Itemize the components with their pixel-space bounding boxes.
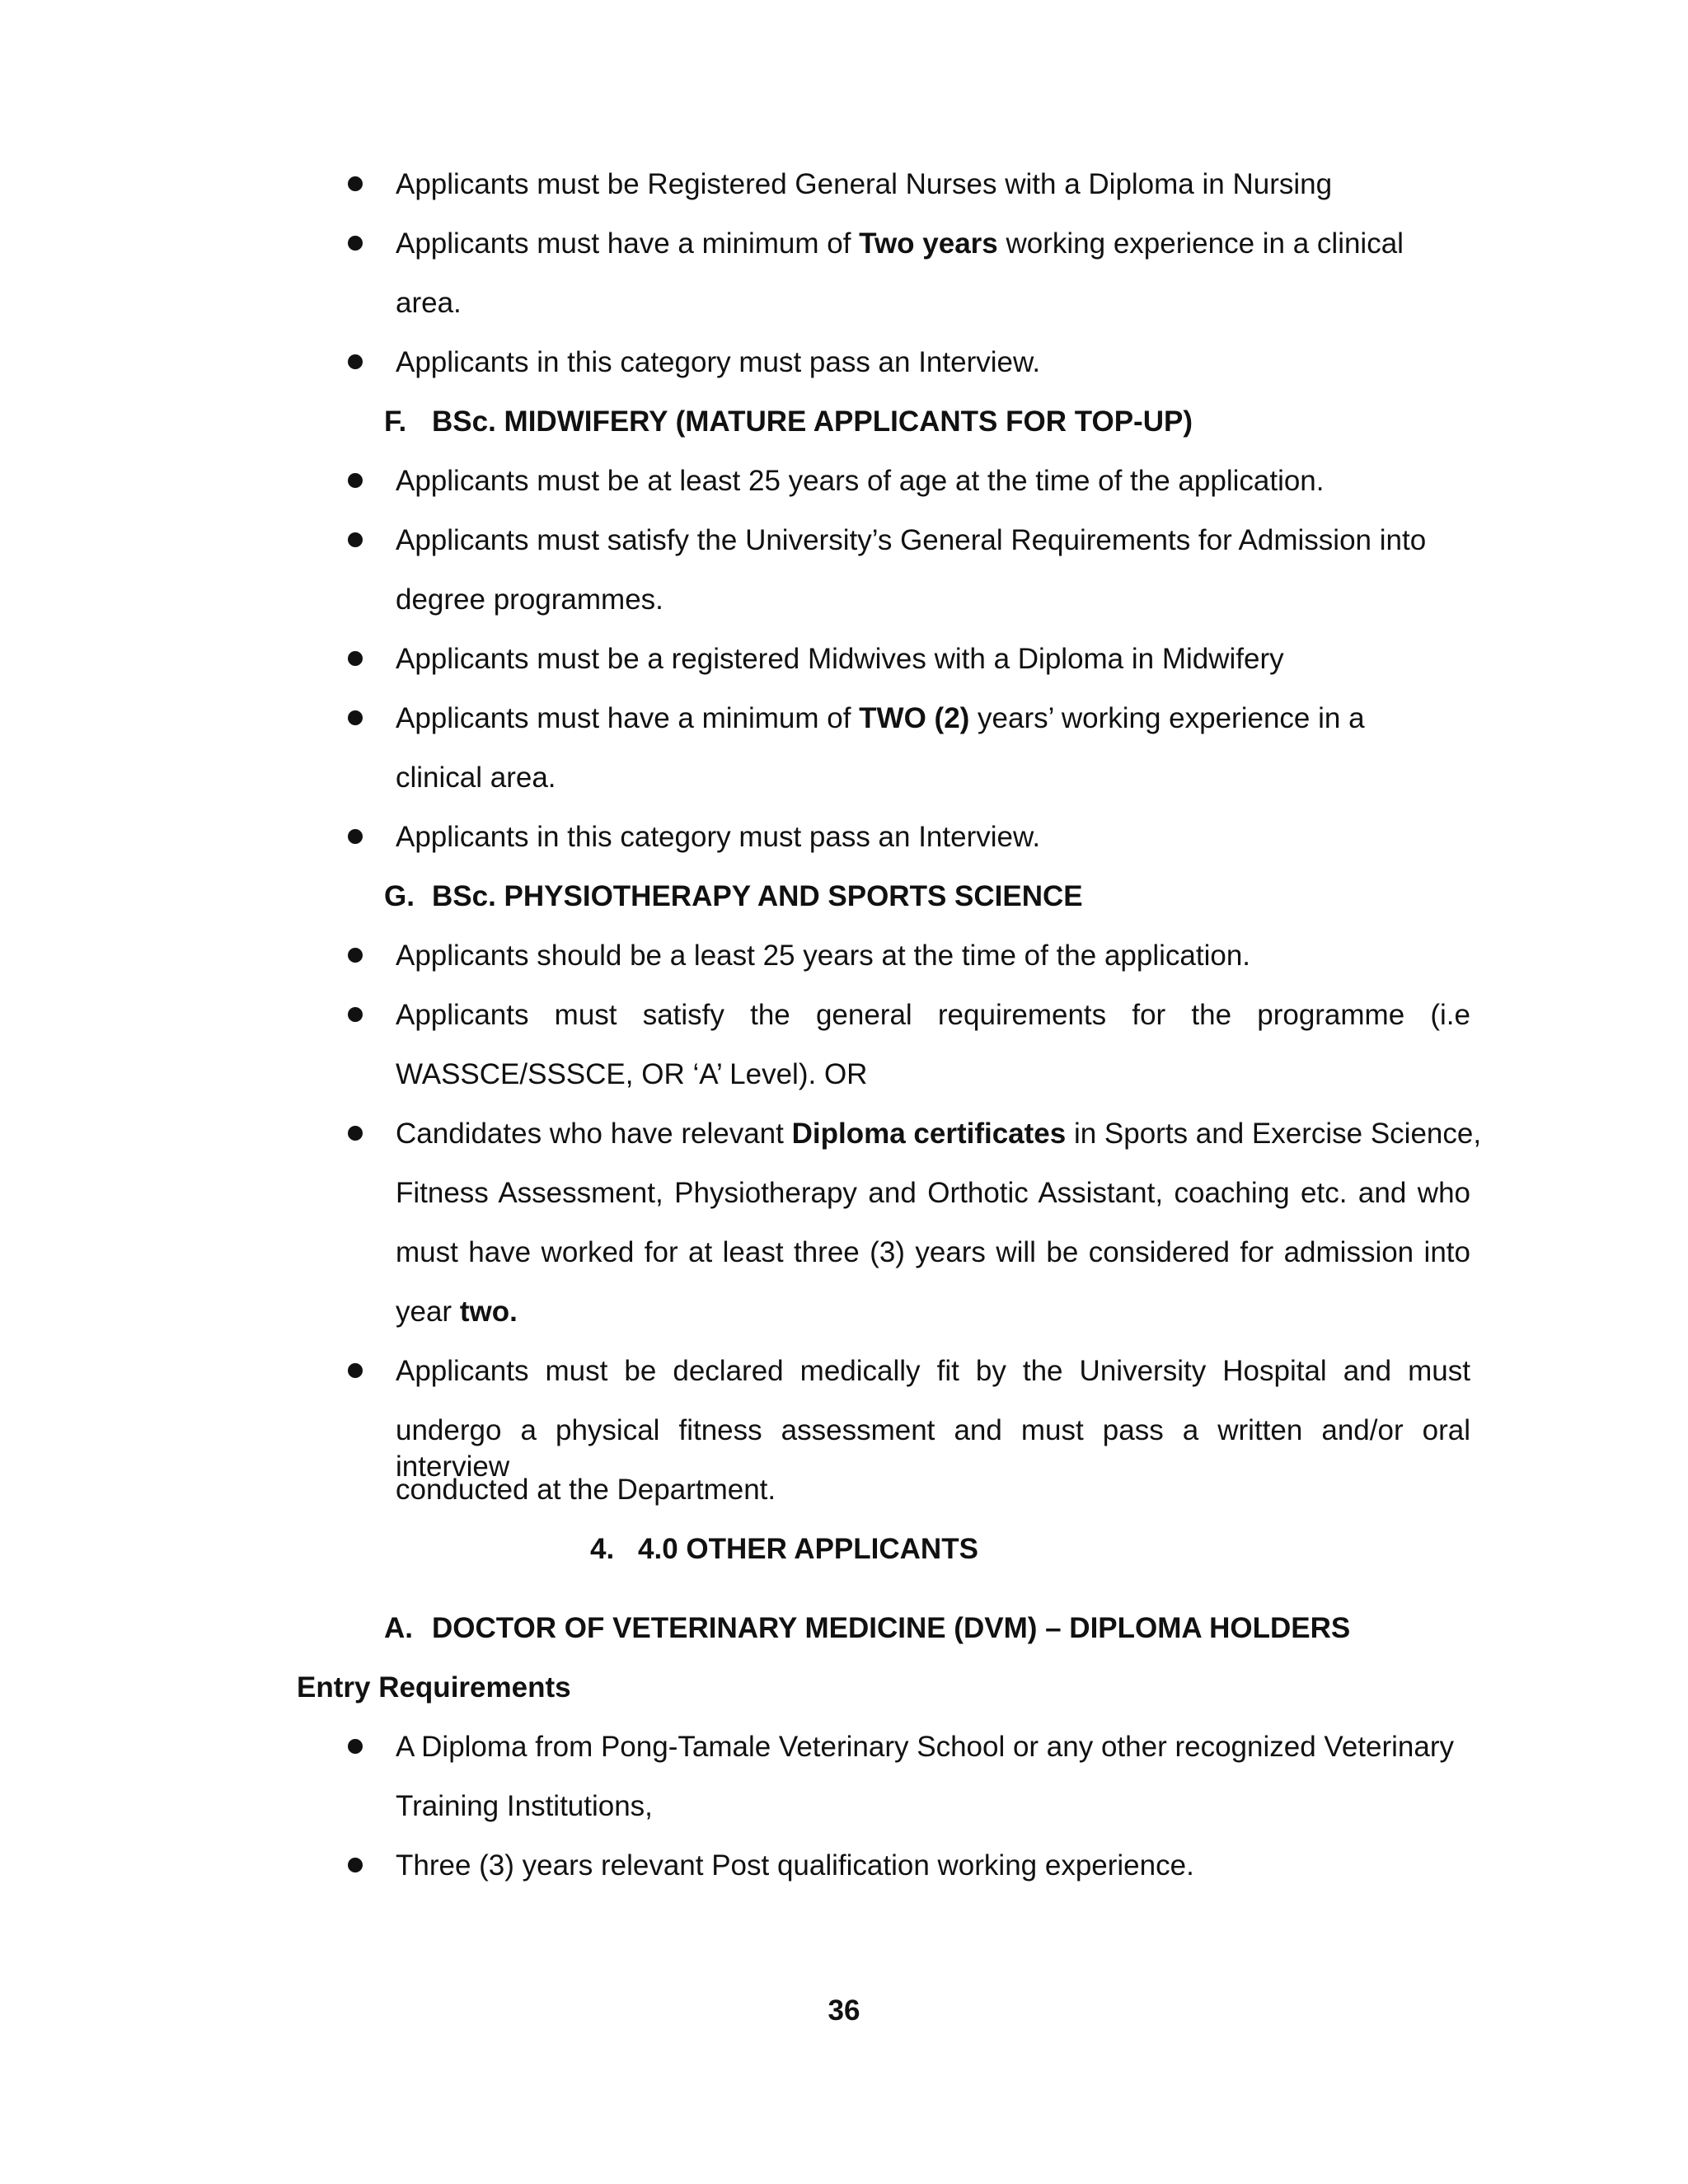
bullet-icon [348, 1858, 363, 1872]
list-item-continuation: area. [396, 287, 462, 319]
list-item [396, 701, 1365, 737]
section-heading-g [384, 879, 1083, 915]
heading-number: 4. [590, 1533, 615, 1565]
list-item-continuation: WASSCE/SSSCE, OR ‘A’ Level). OR [396, 1058, 868, 1090]
bullet-icon [348, 829, 363, 844]
list-item-continuation [396, 1294, 518, 1330]
heading-label: A. [384, 1612, 413, 1644]
bullet-icon [348, 1739, 363, 1754]
section-heading-4 [590, 1531, 978, 1568]
list-item: Applicants must be declared medically fit by the University Hospital and must [396, 1355, 1470, 1387]
item-emphasis: Diploma certificates [791, 1118, 1067, 1150]
bullet-icon [348, 651, 363, 666]
item-text: Candidates who have relevant [396, 1118, 792, 1150]
bullet-icon [348, 710, 363, 725]
list-item: Applicants in this category must pass an Interview. [396, 346, 1041, 378]
list-item-continuation: Fitness Assessment, Physiotherapy and Orthotic Assistant, coaching etc. and who [396, 1177, 1470, 1209]
section-heading-a [384, 1610, 1350, 1647]
bullet-icon [348, 354, 363, 369]
list-item: Applicants must satisfy the general requirements for the programme (i.e [396, 999, 1470, 1031]
heading-title: BSc. PHYSIOTHERAPY AND SPORTS SCIENCE [432, 880, 1083, 912]
item-emphasis: two. [459, 1296, 518, 1328]
list-item-continuation: clinical area. [396, 762, 556, 794]
bullet-icon [348, 473, 363, 488]
list-item: Three (3) years relevant Post qualification working experience. [396, 1849, 1194, 1882]
item-text: in Sports and Exercise Science, [1066, 1118, 1482, 1150]
bullet-icon [348, 1007, 363, 1022]
list-item-continuation: degree programmes. [396, 583, 663, 616]
item-emphasis: TWO (2) [859, 702, 970, 734]
list-item-continuation: must have worked for at least three (3) years will be considered for admission into [396, 1236, 1470, 1268]
bullet-icon [348, 1126, 363, 1141]
bullet-icon [348, 176, 363, 191]
list-item: Applicants must be at least 25 years of age at the time of the application. [396, 465, 1325, 497]
list-item: Applicants must be a registered Midwives with a Diploma in Midwifery [396, 643, 1284, 675]
list-item: Applicants must satisfy the University’s General Requirements for Admission into [396, 524, 1427, 556]
item-text: working experience in a clinical [997, 227, 1404, 260]
entry-requirements-heading: Entry Requirements [297, 1671, 571, 1704]
list-item: Applicants should be a least 25 years at the time of the application. [396, 940, 1251, 972]
bullet-icon [348, 948, 363, 963]
list-item-continuation: Training Institutions, [396, 1790, 653, 1822]
bullet-icon [348, 236, 363, 251]
list-item [396, 226, 1404, 262]
heading-label: G. [384, 880, 415, 912]
section-heading-f [384, 404, 1193, 440]
list-item-continuation: undergo a physical fitness assessment and must pass a written and/or oral interview [396, 1414, 1470, 1483]
heading-title: 4.0 OTHER APPLICANTS [638, 1533, 978, 1565]
item-emphasis: Two years [859, 227, 998, 260]
list-item [396, 1116, 1481, 1152]
bullet-icon [348, 532, 363, 547]
page-number: 36 [828, 1994, 860, 2027]
heading-label: F. [384, 405, 407, 438]
list-item: A Diploma from Pong-Tamale Veterinary School or any other recognized Veterinary [396, 1731, 1454, 1763]
item-text: Applicants must have a minimum of [396, 227, 860, 260]
list-item: Applicants must be Registered General Nurses with a Diploma in Nursing [396, 168, 1333, 200]
list-item-continuation: conducted at the Department. [396, 1474, 776, 1506]
item-text: years’ working experience in a [969, 702, 1365, 734]
bullet-icon [348, 1363, 363, 1378]
item-text: year [396, 1296, 460, 1328]
item-text: Applicants must have a minimum of [396, 702, 860, 734]
heading-title: DOCTOR OF VETERINARY MEDICINE (DVM) – DIPLOMA HOLDERS [432, 1612, 1351, 1644]
list-item: Applicants in this category must pass an Interview. [396, 821, 1041, 853]
heading-title: BSc. MIDWIFERY (MATURE APPLICANTS FOR TOP-UP) [432, 405, 1193, 438]
